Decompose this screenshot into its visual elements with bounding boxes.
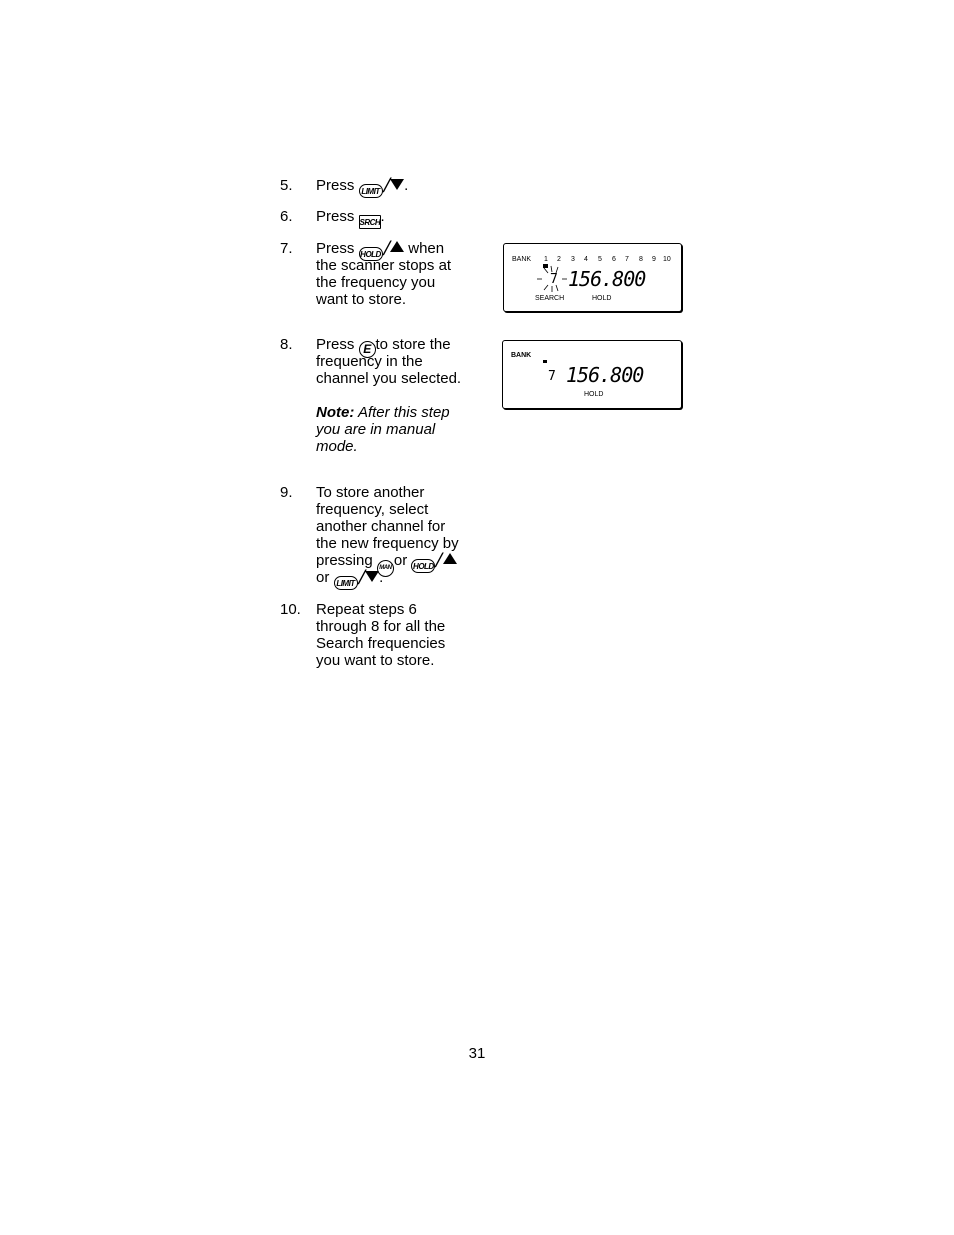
step-text: when: [408, 240, 445, 257]
note-text: you are in manual: [316, 421, 436, 438]
bank-label: BANK: [512, 256, 532, 263]
srch-key-icon: SRCH: [359, 215, 381, 229]
bank-label: BANK: [511, 352, 532, 359]
step-text: the scanner stops at: [316, 257, 452, 274]
step-text: Repeat steps 6: [316, 601, 417, 618]
slash-icon: /: [355, 567, 368, 589]
step-text: the frequency you: [316, 274, 436, 291]
step-text: want to store.: [316, 291, 407, 308]
step-number: 10.: [280, 601, 301, 618]
step-text: pressing: [316, 552, 373, 569]
bank-indicator-icon: [543, 360, 547, 363]
step-text: or: [393, 552, 408, 569]
step-text: you want to store.: [316, 652, 435, 669]
channel-digit: 7: [548, 369, 556, 384]
step-end: .: [379, 569, 384, 586]
down-arrow-icon: [365, 571, 379, 582]
bank-number: 3: [571, 256, 575, 263]
hold-label: HOLD: [584, 391, 604, 398]
e-key-icon: E: [359, 341, 376, 358]
down-arrow-icon: [390, 179, 404, 190]
step-text: another channel for: [316, 518, 446, 535]
step-end: .: [380, 208, 385, 225]
bank-number: 9: [652, 256, 656, 263]
bank-number: 6: [612, 256, 616, 263]
limit-key-icon: LIMIT: [334, 576, 358, 590]
slash-icon: /: [380, 238, 393, 260]
step-text: the new frequency by: [316, 535, 459, 552]
frequency-readout: 156.800: [568, 267, 646, 291]
up-arrow-icon: [443, 553, 457, 564]
note-text: mode.: [316, 438, 358, 455]
man-key-icon: MAN: [377, 560, 394, 577]
lcd-display-search: [503, 243, 682, 312]
bank-number: 5: [598, 256, 602, 263]
step-text: frequency, select: [316, 501, 429, 518]
frequency-readout: 156.800: [566, 363, 644, 387]
hold-label: HOLD: [592, 295, 612, 302]
bank-number: 1: [544, 256, 548, 263]
bank-number: 10: [663, 256, 671, 263]
step-number: 8.: [280, 336, 293, 353]
step-text: or: [316, 569, 330, 586]
step-text: Press: [316, 336, 355, 353]
step-text: channel you selected.: [316, 370, 462, 387]
step-text: To store another: [316, 484, 425, 501]
note-text: After this step: [354, 404, 450, 421]
step-end: .: [404, 177, 409, 194]
note-label: Note:: [316, 404, 355, 421]
bank-number: 4: [584, 256, 588, 263]
search-label: SEARCH: [535, 295, 565, 302]
hold-key-icon: HOLD: [359, 247, 383, 261]
step-number: 7.: [280, 240, 293, 257]
page-number: 31: [468, 1045, 486, 1062]
step-text: Press: [316, 177, 355, 194]
step-text: Search frequencies: [316, 635, 446, 652]
channel-digit: 7: [550, 272, 558, 287]
up-arrow-icon: [390, 241, 404, 252]
step-text: through 8 for all the: [316, 618, 446, 635]
hold-key-icon: HOLD: [411, 559, 435, 573]
limit-key-icon: LIMIT: [359, 184, 383, 198]
bank-number: 8: [639, 256, 643, 263]
lcd-display-hold: [502, 340, 682, 409]
slash-icon: /: [433, 550, 445, 572]
step-number: 6.: [280, 208, 293, 225]
step-text: to store the: [375, 336, 451, 353]
note: [316, 404, 486, 421]
step-number: 9.: [280, 484, 293, 501]
step-text: frequency in the: [316, 353, 423, 370]
step-text: Press: [316, 240, 355, 257]
slash-icon: /: [380, 175, 393, 197]
bank-number: 7: [625, 256, 629, 263]
bank-number: 2: [557, 256, 561, 263]
step-text: Press: [316, 208, 355, 225]
step-number: 5.: [280, 177, 293, 194]
